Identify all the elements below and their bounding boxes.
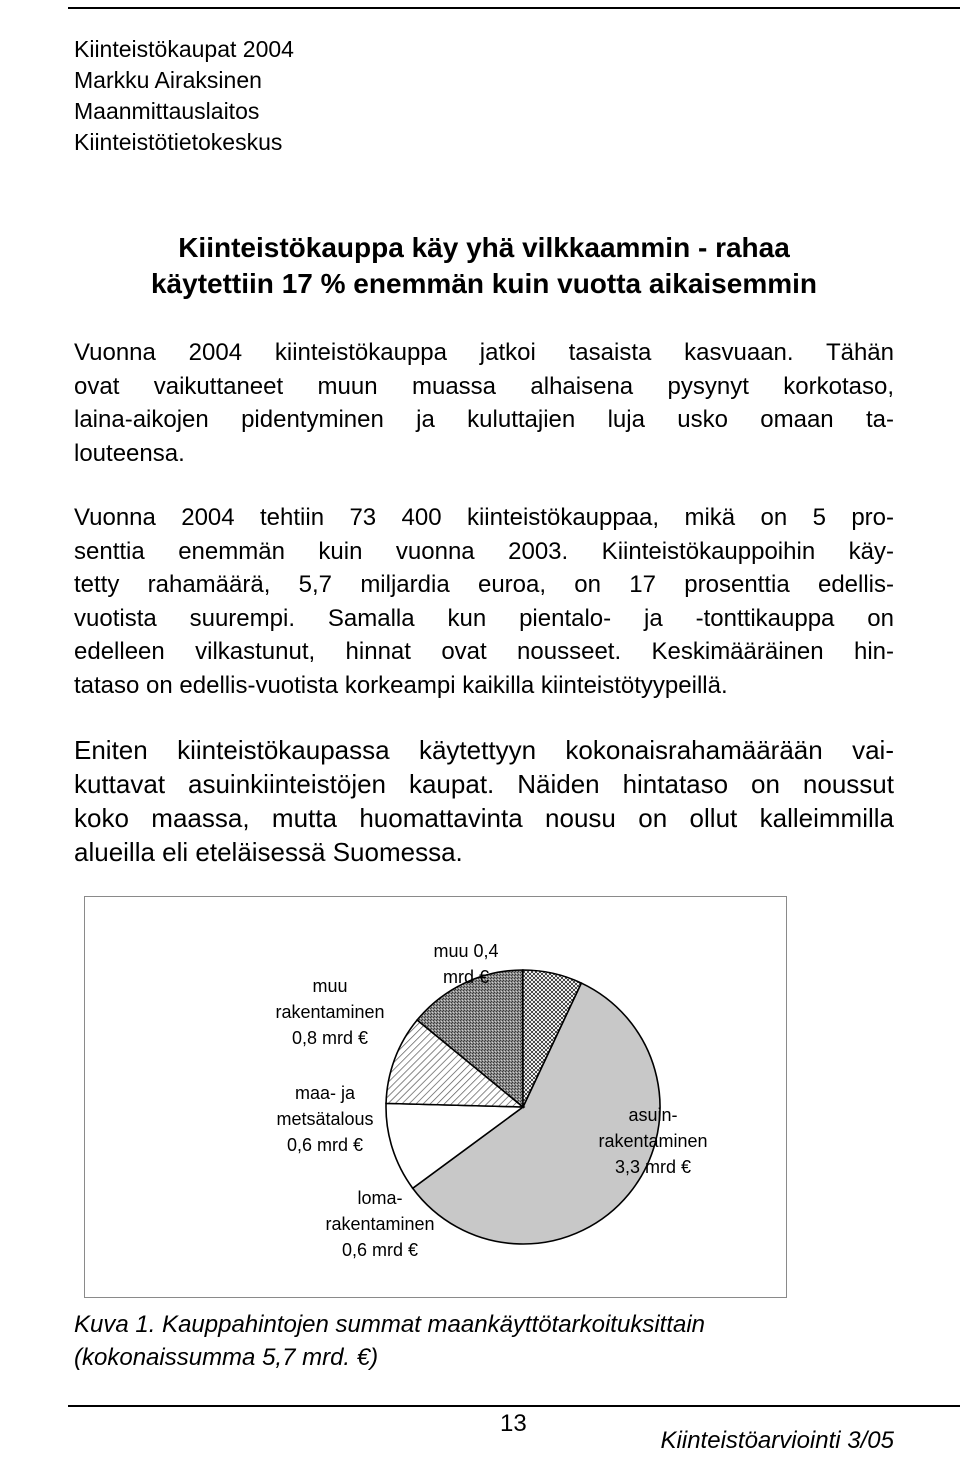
paragraph-line: edelleen vilkastunut, hinnat ovat nousseet. Keskimääräinen hin- (74, 638, 894, 665)
pie-label-asuinrakentaminen (599, 1102, 708, 1180)
figure-caption-line: Kuva 1. Kauppahintojen summat maankäyttötarkoituksittain (74, 1311, 706, 1338)
pie-label-line: 0,6 mrd € (342, 1240, 419, 1260)
pie-label-muu-rakentaminen (276, 973, 385, 1051)
figure-caption (74, 1308, 705, 1374)
paragraph-line: kuttavat asuinkiinteistöjen kaupat. Näiden hintataso on noussut (74, 769, 894, 799)
paragraph-1 (74, 336, 894, 470)
pie-label-line: rakentaminen (325, 1214, 435, 1234)
pie-label-line: muu (312, 976, 348, 996)
document-header (74, 34, 294, 158)
pie-label-maa-ja-metsatalous (277, 1080, 374, 1158)
header-organization: Maanmittauslaitos (74, 98, 260, 124)
paragraph-line: louteensa. (74, 439, 185, 467)
pie-chart (84, 896, 787, 1298)
pie-label-line: 0,8 mrd € (292, 1028, 369, 1048)
paragraph-line: senttia enemmän kuin vuonna 2003. Kiinteistökauppoihin käy- (74, 537, 894, 565)
pie-label-line: muu 0,4 (433, 941, 499, 961)
paragraph-line: Vuonna 2004 kiinteistökauppa jatkoi tasaista kasvuaan. Tähän (74, 339, 894, 366)
header-report-title: Kiinteistökaupat 2004 (74, 36, 294, 62)
paragraph-line: tataso on edellis-vuotista korkeampi kaikilla kiinteistötyypeillä. (74, 671, 728, 699)
pie-label-line: maa- ja (295, 1083, 356, 1103)
paragraph-line: vuotista suurempi. Samalla kun pientalo- ja -tonttikauppa on (74, 604, 894, 632)
paragraph-line: laina-aikojen pidentyminen ja kuluttajien luja usko omaan ta- (74, 406, 894, 433)
page-number: 13 (500, 1410, 527, 1437)
article-title (74, 230, 894, 302)
figure-caption-line: (kokonaissumma 5,7 mrd. €) (74, 1344, 379, 1371)
pie-label-line: rakentaminen (275, 1002, 385, 1022)
pie-label-line: 0,6 mrd € (287, 1135, 364, 1155)
paragraph-2 (74, 501, 894, 702)
pie-label-muu (434, 938, 499, 990)
pie-label-line: asuin- (628, 1105, 678, 1125)
pie-label-line: 3,3 mrd € (615, 1157, 692, 1177)
top-rule (68, 7, 960, 9)
pie-label-line: loma- (357, 1188, 403, 1208)
paragraph-line: Vuonna 2004 tehtiin 73 400 kiinteistökauppaa, mikä on 5 pro- (74, 504, 894, 531)
pie-label-line: rakentaminen (598, 1131, 708, 1151)
pie-label-lomarakentaminen (326, 1185, 435, 1263)
publication-name: Kiinteistöarviointi 3/05 (660, 1427, 894, 1454)
paragraph-3 (74, 733, 894, 869)
pie-label-line: metsätalous (276, 1109, 374, 1129)
pie-label-line: mrd € (443, 967, 490, 987)
bottom-rule (68, 1405, 960, 1407)
header-author: Markku Airaksinen (74, 67, 262, 93)
paragraph-line: koko maassa, mutta huomattavinta nousu on ollut kalleimmilla (74, 803, 894, 833)
paragraph-line: ovat vaikuttaneet muun muassa alhaisena pysynyt korkotaso, (74, 372, 894, 400)
header-department: Kiinteistötietokeskus (74, 129, 283, 155)
article-title-line: Kiinteistökauppa käy yhä vilkkaammin - rahaa (178, 232, 790, 263)
paragraph-line: alueilla eli eteläisessä Suomessa. (74, 837, 463, 867)
paragraph-line: Eniten kiinteistökaupassa käytettyyn kokonaisrahamäärään vai- (74, 735, 894, 765)
paragraph-line: tetty rahamäärä, 5,7 miljardia euroa, on 17 prosenttia edellis- (74, 571, 894, 598)
article-title-line: käytettiin 17 % enemmän kuin vuotta aikaisemmin (150, 268, 817, 299)
